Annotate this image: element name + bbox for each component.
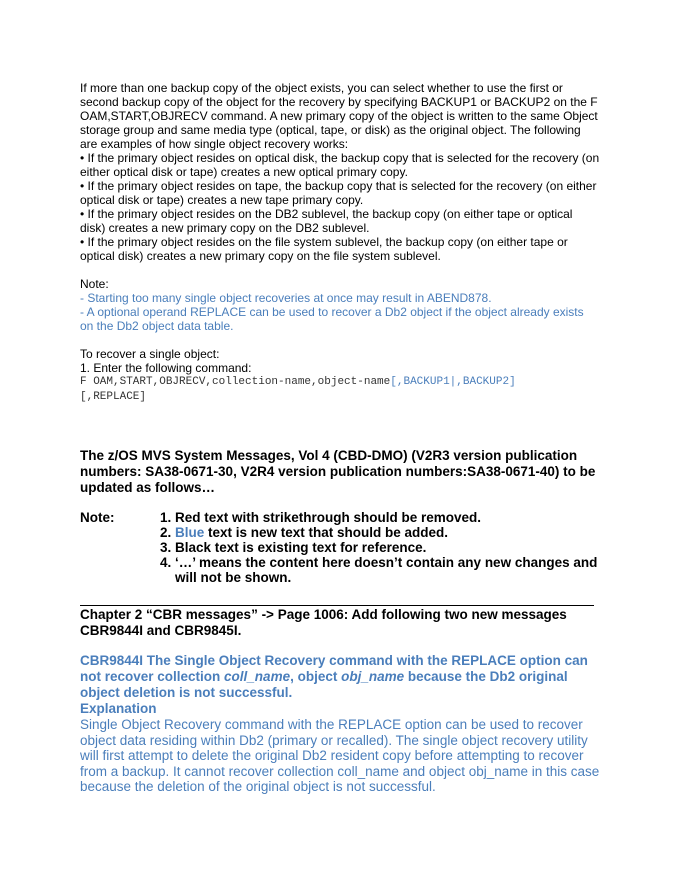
recover-heading: To recover a single object: xyxy=(80,347,220,361)
legend-item: 3. Black text is existing text for reference. xyxy=(160,540,427,555)
legend-blue-word: Blue xyxy=(175,525,205,540)
note-label: Note: xyxy=(80,277,109,291)
intro-paragraph: If more than one backup copy of the object exists, you can select whether to use the first or second backup copy of the object for the recovery by specifying BACKUP1 or BACKUP2 on the F OAM,START,OBJRECV command. A new primary copy of the object is written to the same Object storage group and same media type (optical, tape, or disk) as the original object. The following are examples of how single object recovery works: xyxy=(80,81,598,151)
intro-bullet: • If the primary object resides on the DB2 sublevel, the backup copy (on either tape or optical disk) creates a new primary copy on the DB2 sublevel. xyxy=(80,207,573,235)
update-heading: The z/OS MVS System Messages, Vol 4 (CBD-DMO) (V2R3 version publication numbers: SA38-0671-30, V2R4 version publication numbers:SA38-0671-40) to be updated as follows… xyxy=(80,448,596,495)
message-var-obj: obj_name xyxy=(341,669,405,684)
recover-section xyxy=(80,347,600,405)
section-divider xyxy=(80,605,594,606)
note-item: - A optional operand REPLACE can be used to recover a Db2 object if the object already exists on the Db2 object data table. xyxy=(80,305,584,333)
intro-bullet: • If the primary object resides on the file system sublevel, the backup copy (on either tape or optical disk) creates a new primary copy on the file system sublevel. xyxy=(80,235,568,263)
note-section xyxy=(80,277,600,333)
intro-bullet: • If the primary object resides on tape, the backup copy that is selected for the recovery (on either optical disk or tape) creates a new tape primary copy. xyxy=(80,179,597,207)
command-base: F OAM,START,OBJRECV,collection-name,object-name xyxy=(80,376,391,388)
command-line xyxy=(80,375,600,390)
legend-item: 1. Red text with strikethrough should be removed. xyxy=(160,510,482,525)
intro-section xyxy=(80,81,600,263)
explanation-text: Single Object Recovery command with the REPLACE option can be used to recover object data residing within Db2 (primary or recalled). The single object recovery utility will first attempt to delete the original Db2 resident copy before attempting to recover from a backup. It cannot recover collection coll_name and object obj_name in this case because the deletion of the original object is not successful. xyxy=(80,717,600,794)
message-var-coll: coll_name xyxy=(224,669,291,684)
intro-bullet: • If the primary object resides on optical disk, the backup copy that is selected for the recovery (on either optical disk or tape) creates a new optical primary copy. xyxy=(80,151,600,179)
message-title: CBR9844I The Single Object Recovery command with the REPLACE option can not recover collection coll_name, object obj_name because the Db2 original object deletion is not successful. xyxy=(80,653,588,700)
legend-item: 4. ‘…’ means the content here doesn’t contain any new changes and will not be shown. xyxy=(160,555,598,585)
legend-label: Note: xyxy=(80,510,115,525)
note-item: - Starting too many single object recoveries at once may result in ABEND878. xyxy=(80,291,492,305)
legend-section xyxy=(80,510,600,585)
legend-list xyxy=(160,510,600,585)
recover-step: 1. Enter the following command: xyxy=(80,361,252,375)
chapter-heading: Chapter 2 “CBR messages” -> Page 1006: Add following two new messages CBR9844I and CBR9845I. xyxy=(80,607,567,638)
command-option-replace: [,REPLACE] xyxy=(80,391,147,403)
command-option-backup: [,BACKUP1|,BACKUP2] xyxy=(390,376,516,388)
explanation-label: Explanation xyxy=(80,701,157,716)
legend-item: 2. Blue text is new text that should be added. xyxy=(160,525,449,540)
message-section xyxy=(80,653,600,795)
